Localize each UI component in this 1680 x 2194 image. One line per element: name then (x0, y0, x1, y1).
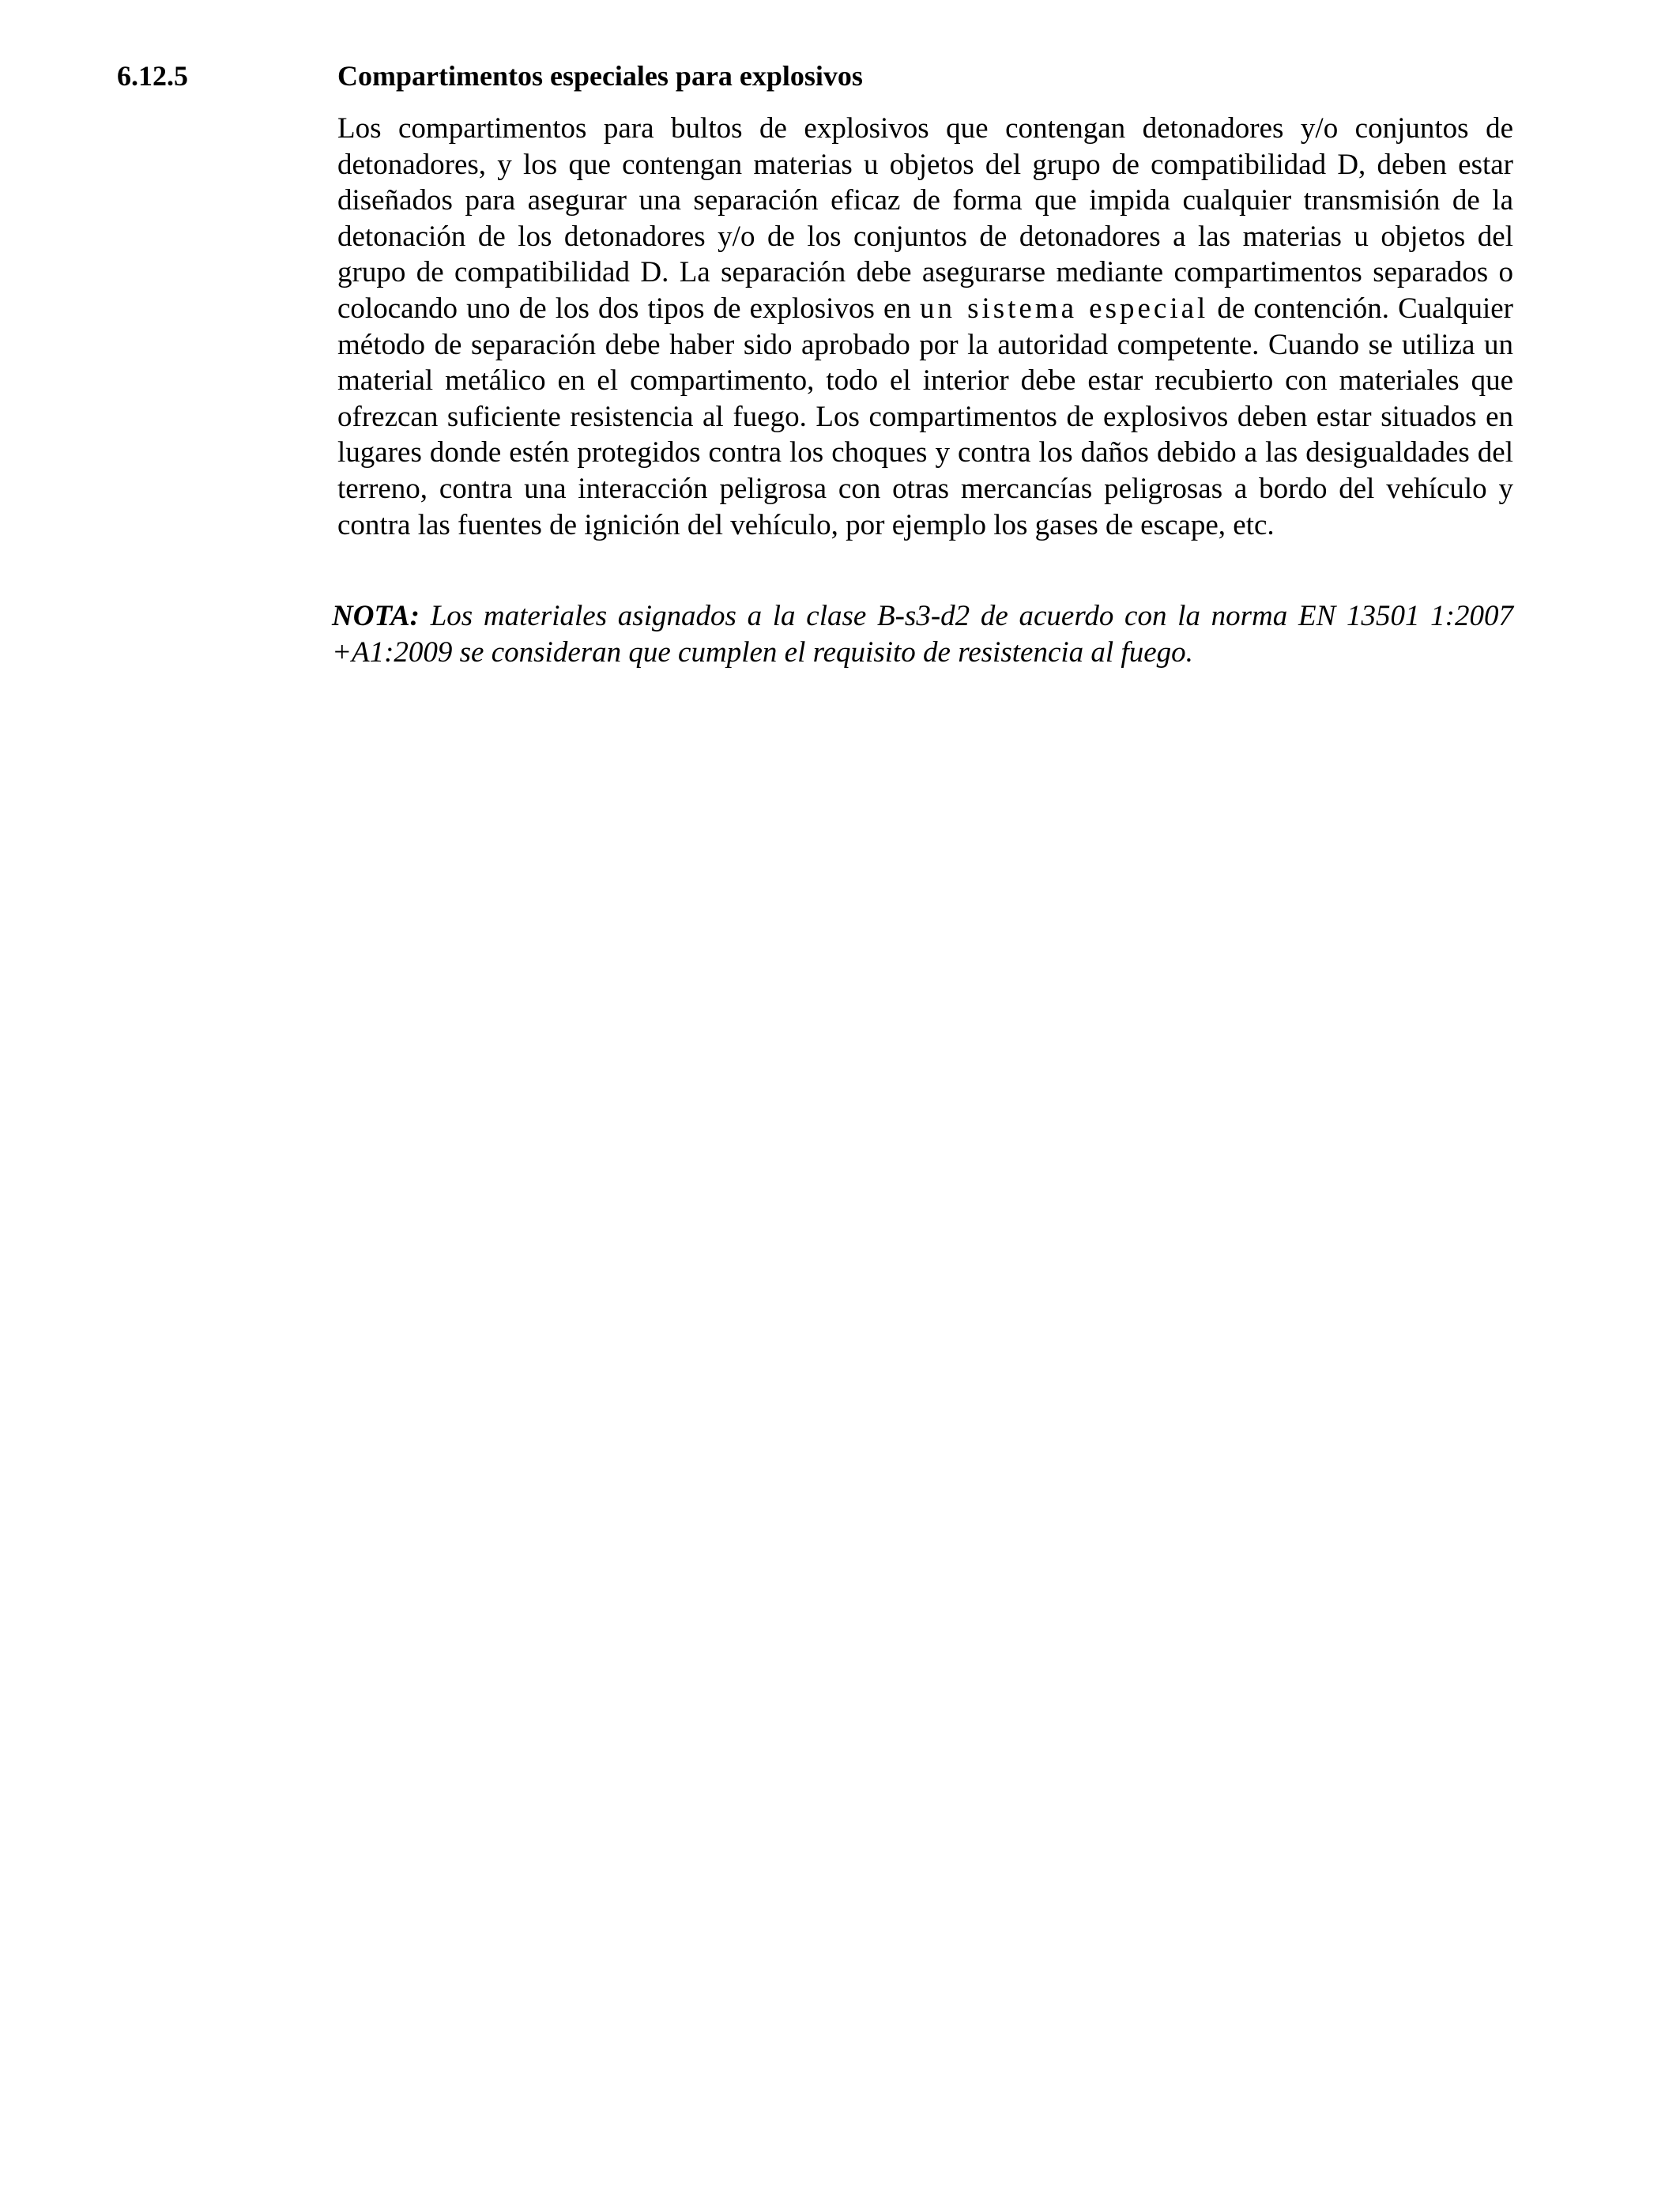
section-number: 6.12.5 (117, 60, 188, 92)
note-text: Los materiales asignados a la clase B-s3-d2 de acuerdo con la norma EN 13501 1:2007 +A1:2009 se consideran que cumplen el requisito de resistencia al fuego. (332, 600, 1513, 669)
note-paragraph (332, 598, 1513, 671)
body-text-part-1: Los compartimentos para bultos de explosivos que contengan detonadores y/o conjuntos de detonadores, y los que contengan materias u objetos del grupo de compatibilidad D, deben estar diseñados para asegurar una separación eficaz de forma que impida cualquier transmisión de la detonación de los detonadores y/o de los conjuntos de detonadores a las materias u objetos del grupo de compatibilidad D. La separación debe asegurarse mediante compartimentos separados o colocando uno de los dos tipos de explosivos en (337, 112, 1513, 325)
body-text-part-2: de contención. Cualquier método de separación debe haber sido aprobado por la autoridad competente. Cuando se utiliza un material metálico en el compartimento, todo el interior debe estar recubierto con materiales que ofrezcan suficiente resistencia al fuego. Los compartimentos de explosivos deben estar situados en lugares donde estén protegidos contra los choques y contra los daños debido a las desigualdades del terreno, contra una interacción peligrosa con otras mercancías peligrosas a bordo del vehículo y contra las fuentes de ignición del vehículo, por ejemplo los gases de escape, etc. (337, 292, 1513, 541)
section-title: Compartimentos especiales para explosivos (337, 60, 863, 92)
note-label: NOTA: (332, 600, 420, 632)
body-paragraph (337, 111, 1513, 543)
body-text-spaced: un sistema especial (919, 292, 1209, 325)
